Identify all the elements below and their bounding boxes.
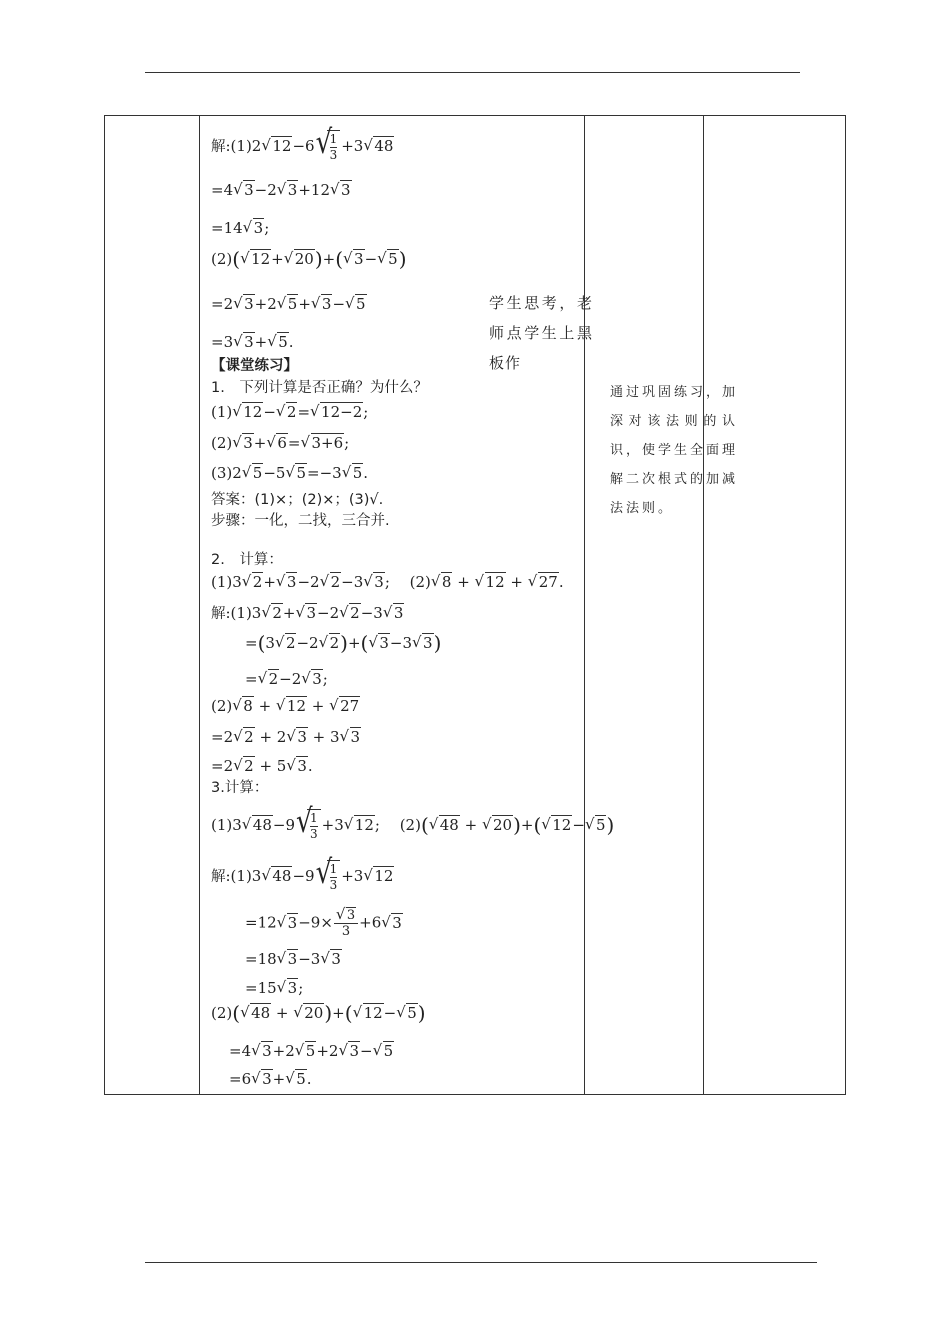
column-divider-2 [584,116,585,1094]
math-line: =12√ 3−9× √ $\frac{3}{3}$ +6√ 3 [245,908,403,939]
math-line: =2√ 3+2√ 5+√ 3−√ 5 [211,294,367,314]
question-2-title: 2. 计算： [211,552,283,568]
question-3-title: 3.计算： [211,780,269,796]
question-1-steps: 步骤：一化，二找，三合并. [211,513,390,529]
math-line: (2)(√ 48 + √ 20)+(√ 12−√ 5) [211,1003,426,1023]
column-divider-3 [703,116,704,1094]
math-line: 解:(1)3√ 2+√ 3−2√ 2−3√ 3 [211,603,404,624]
math-line: =3√ 3+√ 5. [211,332,294,352]
content-column [211,116,615,1096]
practice-title: 【课堂练习】 [211,358,298,374]
math-line: 解:(1)2√ 12−6 √ $\frac{1}{3}$ +3√ 48 [211,130,394,164]
math-line: (3)2√ 5−5√ 5=−3√ 5. [211,463,368,483]
math-line: =2√ 2 + 2√ 3 + 3√ 3 [211,727,361,747]
question-1-answer: 答案：(1)×；(2)×；(3)√. [211,492,384,508]
math-line: =√ 2−2√ 3; [245,669,328,689]
math-line: (2)(√ 12+√ 20)+(√ 3−√ 5) [211,249,407,269]
footer-rule [145,1262,817,1263]
student-activity-text: 学生思考，老师点学生上黑板作 [489,294,593,372]
math-line: (1)3√ 48−9 √ $\frac{1}{3}$ +3√ 12; (2)(√ 48 + √ 20)+(√ 12−√ 5) [211,809,614,843]
header-rule [145,72,800,73]
math-line: 解:(1)3√ 48−9 √ $\frac{1}{3}$ +3√ 12 [211,860,394,894]
math-line: (2)√ 3+√ 6=√ 3+6; [211,433,349,453]
column-divider-1 [199,116,200,1094]
lesson-table [104,115,846,1095]
math-line: =14√ 3; [211,218,269,238]
math-line: =15√ 3; [245,978,303,998]
math-line: =18√ 3−3√ 3 [245,949,342,969]
math-line: =(3√ 2−2√ 2)+(√ 3−3√ 3) [245,633,441,653]
design-purpose-text: 通过巩固练习，加深对该法则的认识，使学生全面理解二次根式的加减法法则。 [610,385,739,516]
math-line: =2√ 2 + 5√ 3. [211,756,313,776]
math-line: =4√ 3+2√ 5+2√ 3−√ 5 [229,1041,394,1061]
math-line: (2)√ 8 + √ 12 + √ 27 [211,696,360,716]
math-line: =6√ 3+√ 5. [229,1069,312,1089]
math-line: =4√ 3−2√ 3+12√ 3 [211,180,352,200]
question-1-title: 1. 下列计算是否正确？为什么？ [211,380,428,396]
math-line: (1)√ 12−√ 2=√ 12−2; [211,402,368,422]
math-line: (1)3√ 2+√ 3−2√ 2−3√ 3; (2)√ 8 + √ 12 + √ 27. [211,572,564,592]
